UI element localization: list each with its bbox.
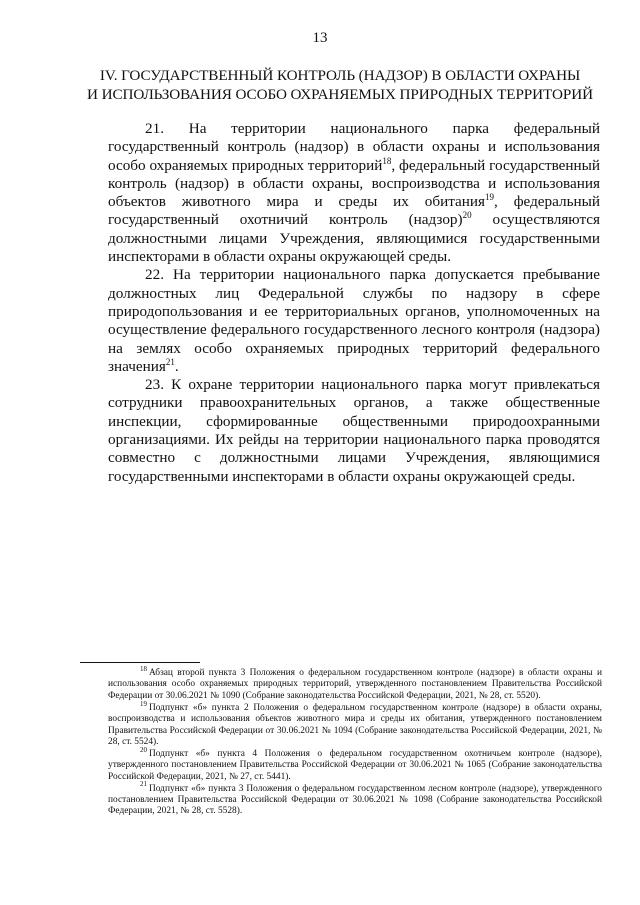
footnote-ref-20: 20 xyxy=(462,210,472,221)
footnote-mark: 19 xyxy=(140,699,147,708)
footnotes xyxy=(108,664,602,818)
paragraph-21-part-a: 21. На территории национального парка федеральный государственный контроль (надзор) в области охраны и использования особо охраняемых природных территорий xyxy=(108,120,600,174)
footnote-divider xyxy=(80,662,200,663)
footnote-20 xyxy=(108,745,602,783)
section-heading xyxy=(60,66,620,104)
body-text xyxy=(108,120,600,486)
paragraph-21 xyxy=(108,120,600,266)
paragraph-23: 23. К охране территории национального парка могут привлекаться сотрудники правоохранительных органов, а также общественные инспекции, сформированные общественными природоохранными организациями. Их рейды на территории национального парка проводятся совместно с должностными лицами Учреждения, являющимися государственными инспекторами в области охраны окружающей среды. xyxy=(108,376,600,485)
paragraph-22-part-b: . xyxy=(174,357,179,375)
footnote-text: Подпункт «б» пункта 3 Положения о федеральном государственном лесном контроле (надзоре), утвержденного постановлением Правительства Российской Федерации от 30.06.2021 № 1098 (Собрание законодательства Российской Федерации, 2021, № 28, ст. 5528). xyxy=(108,783,602,817)
footnote-text: Подпункт «б» пункта 2 Положения о федеральном государственном контроле (надзоре) в области охраны, воспроизводства и использования объектов животного мира и среды их обитания, утвержденного постановлением Правительства Российской Федерации от 30.06.2021 № 1094 (Собрание законодательства Российской Федерации, 2021, № 28, ст. 5524). xyxy=(108,702,602,747)
footnote-mark: 18 xyxy=(140,664,147,673)
footnote-text: Абзац второй пункта 3 Положения о федеральном государственном контроле (надзоре) в области охраны и использования особо охраняемых природных территорий, утвержденного постановлением Правительства Российской Федерации от 30.06.2021 № 1090 (Собрание законодательства Российской Федерации, 2021, № 28, ст. 5520). xyxy=(108,668,602,701)
paragraph-21-part-d: осуществляются должностными лицами Учреждения, являющимися государственными инспекторами в области охраны окружающей среды. xyxy=(108,211,600,266)
paragraph-22-part-a: 22. На территории национального парка допускается пребывание должностных лиц Федеральной службы по надзору в сфере природопользования и ее территориальных органов, уполномоченных на осуществление федерального государственного лесного контроля (надзора) на землях особо охраняемых природных территорий федерального значения xyxy=(108,266,600,375)
footnote-19 xyxy=(108,699,602,749)
paragraph-21-part-c: , федеральный государственный охотничий контроль (надзор) xyxy=(108,193,600,229)
section-heading-line-1: IV. ГОСУДАРСТВЕННЫЙ КОНТРОЛЬ (НАДЗОР) В ОБЛАСТИ ОХРАНЫ xyxy=(99,67,581,84)
paragraph-21-part-b: , федеральный государственный контроль (надзор) в области охраны, воспроизводства и использования объектов животного мира и среды их обитания xyxy=(108,156,601,211)
page-number: 13 xyxy=(312,30,328,46)
footnote-mark: 21 xyxy=(140,780,147,789)
footnote-text: Подпункт «б» пункта 4 Положения о федеральном государственном охотничьем контроле (надзоре), утвержденного постановлением Правительства Российской Федерации от 30.06.2021 № 1065 (Собрание законодательства Российской Федерации, 2021, № 27, ст. 5441). xyxy=(108,748,602,782)
footnote-ref-19: 19 xyxy=(485,192,495,203)
footnote-18 xyxy=(108,664,602,702)
paragraph-22 xyxy=(108,266,600,376)
section-heading-line-2: И ИСПОЛЬЗОВАНИЯ ОСОБО ОХРАНЯЕМЫХ ПРИРОДНЫХ ТЕРРИТОРИЙ xyxy=(87,86,593,103)
footnote-ref-21: 21 xyxy=(165,356,175,367)
footnote-ref-18: 18 xyxy=(382,155,392,166)
footnote-mark: 20 xyxy=(140,745,147,754)
footnote-21 xyxy=(108,780,602,818)
